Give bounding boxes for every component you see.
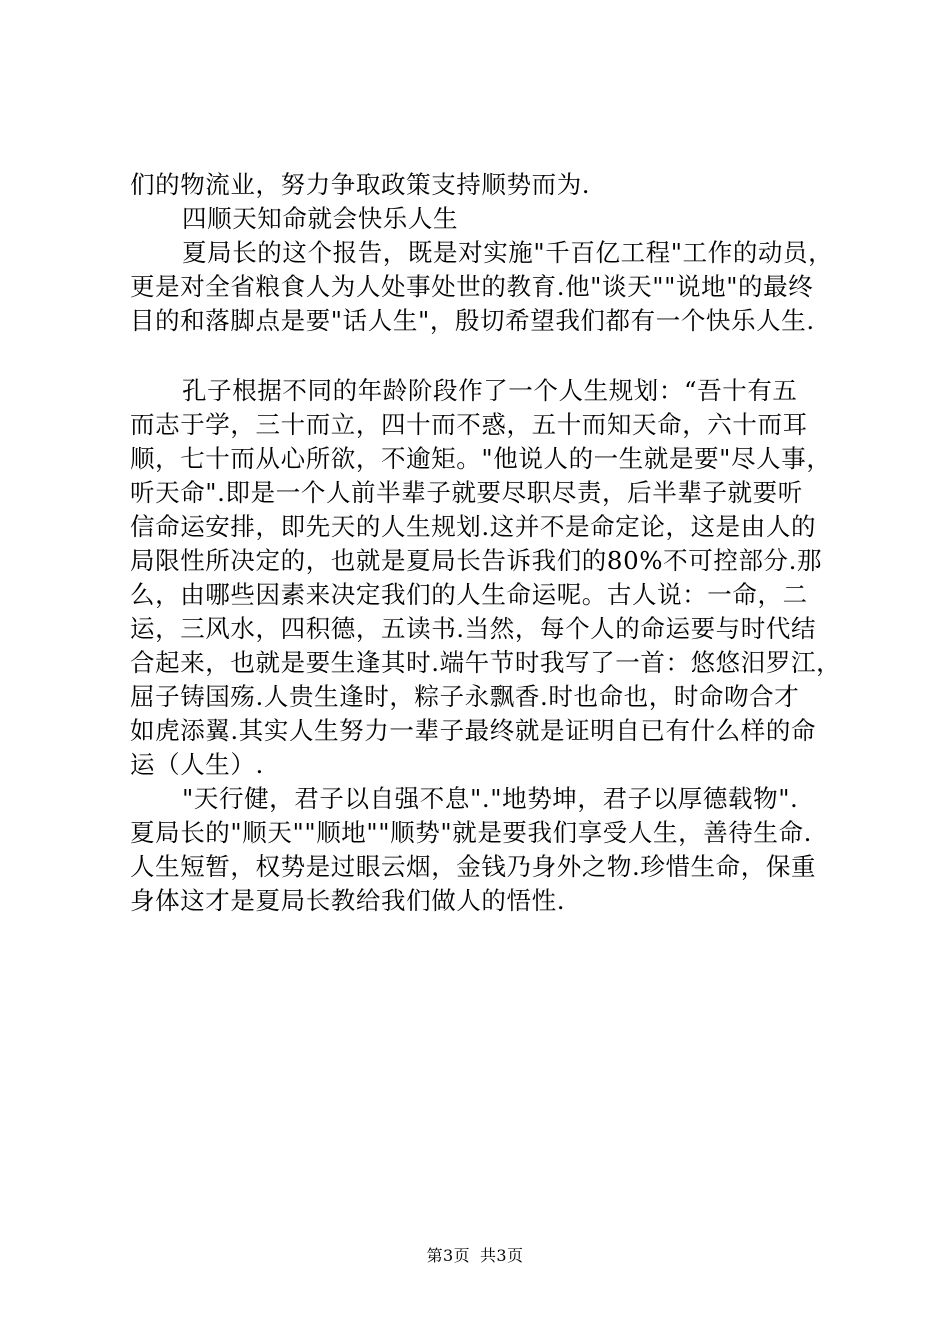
page-footer: [0, 1246, 950, 1266]
text-line: 更是对全省粮食人为人处事处世的教育.他"谈天""说地"的最终: [130, 272, 814, 301]
text-line: 夏局长的"顺天""顺地""顺势"就是要我们享受人生，善待生命.: [130, 818, 812, 847]
text-line: 夏局长的这个报告，既是对实施"千百亿工程"工作的动员，: [182, 238, 834, 267]
text-line: 屈子铸国殇.人贵生逢时，粽子永飘香.时也命也，时命吻合才: [130, 682, 800, 711]
text-line: 听天命".即是一个人前半辈子就要尽职尽责，后半辈子就要听: [130, 478, 803, 507]
text-line: 而志于学，三十而立，四十而不惑，五十而知天命，六十而耳: [130, 410, 808, 439]
text-line: 目的和落脚点是要"话人生"，殷切希望我们都有一个快乐人生.: [130, 306, 815, 335]
text-line: 们的物流业，努力争取政策支持顺势而为.: [130, 170, 591, 199]
text-line: 么，由哪些因素来决定我们的人生命运呢。古人说：一命，二: [130, 580, 808, 609]
text-line: 如虎添翼.其实人生努力一辈子最终就是证明自已有什么样的命: [130, 716, 817, 745]
text-line: 孔子根据不同的年龄阶段作了一个人生规划：“吾十有五: [182, 376, 798, 405]
text-line: 人生短暂，权势是过眼云烟，金钱乃身外之物.珍惜生命，保重: [130, 852, 817, 881]
text-line: "天行健，君子以自强不息"."地势坤，君子以厚德载物".: [182, 784, 799, 813]
paragraph-gap: [130, 338, 830, 374]
document-body: [130, 168, 842, 918]
page-number: 第3页: [426, 1246, 470, 1265]
section-heading: 四顺天知命就会快乐人生: [182, 204, 459, 233]
page-total: 共3页: [480, 1246, 524, 1265]
text-line: 信命运安排，即先天的人生规划.这并不是命定论，这是由人的: [130, 512, 817, 541]
text-line: 身体这才是夏局长教给我们做人的悟性.: [130, 886, 566, 915]
text-line: 运，三风水，四积德，五读书.当然，每个人的命运要与时代结: [130, 614, 817, 643]
text-line: 合起来，也就是要生逢其时.端午节时我写了一首：悠悠汨罗江，: [130, 648, 842, 677]
text-line: 运（人生）.: [130, 750, 264, 779]
text-line: 局限性所决定的，也就是夏局长告诉我们的80%不可控部分.那: [130, 546, 823, 575]
text-line: 顺，七十而从心所欲，不逾矩。"他说人的一生就是要"尽人事，: [130, 444, 832, 473]
